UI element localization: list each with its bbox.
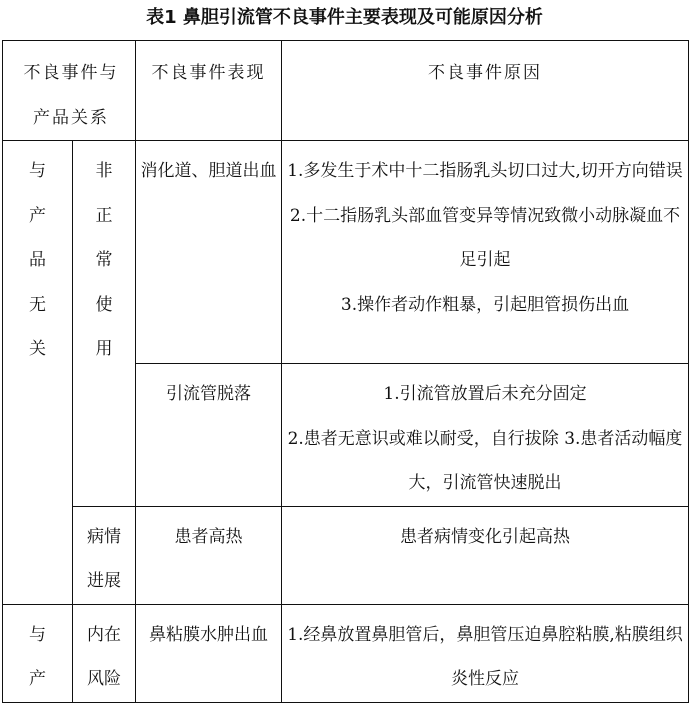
subgroup-label-inherent-risk [73, 604, 136, 702]
group-label-related [3, 604, 73, 702]
vertical-label: 与产 [29, 624, 46, 689]
manifestation-cell: 鼻粘膜水肿出血 [136, 604, 282, 702]
table-row [3, 604, 689, 702]
adverse-events-table [2, 40, 689, 703]
group-label-unrelated [3, 141, 73, 605]
header-cause: 不良事件原因 [282, 41, 689, 141]
cause-item: 3.操作者动作粗暴，引起胆管损伤出血 [340, 294, 630, 315]
subgroup-text: 病情进展 [87, 526, 121, 591]
manifestation-cell: 患者高热 [136, 506, 282, 604]
manifestation-cell: 引流管脱落 [136, 364, 282, 507]
vertical-label: 与产品无关 [29, 161, 46, 359]
cause-cell: 1.经鼻放置鼻胆管后，鼻胆管压迫鼻腔粘膜,粘膜组织炎性反应 [282, 604, 689, 702]
cause-cell [282, 141, 689, 364]
cause-item: 2.十二指肠乳头部血管变异等情况致微小动脉凝血不足引起 [289, 205, 681, 270]
cause-item: 2.患者无意识或难以耐受，自行拔除 3.患者活动幅度大，引流管快速脱出 [287, 428, 683, 493]
manifestation-cell: 消化道、胆道出血 [136, 141, 282, 364]
cause-item: 1.引流管放置后未充分固定 [383, 384, 587, 404]
vertical-label: 非正常使用 [95, 161, 113, 359]
header-row [3, 41, 689, 141]
header-manifestation: 不良事件表现 [136, 41, 282, 141]
subgroup-label-progression [73, 506, 136, 604]
subgroup-label-misuse [73, 141, 136, 507]
cause-cell [282, 364, 689, 507]
table-row [3, 506, 689, 604]
cause-cell: 患者病情变化引起高热 [282, 506, 689, 604]
subgroup-text: 内在风险 [87, 624, 121, 689]
table-row [3, 141, 689, 364]
header-relation: 不良事件与产品关系 [3, 41, 136, 141]
cause-item: 1.多发生于术中十二指肠乳头切口过大,切开方向错误 [287, 161, 683, 181]
table-title: 表1 鼻胆引流管不良事件主要表现及可能原因分析 [146, 7, 543, 28]
